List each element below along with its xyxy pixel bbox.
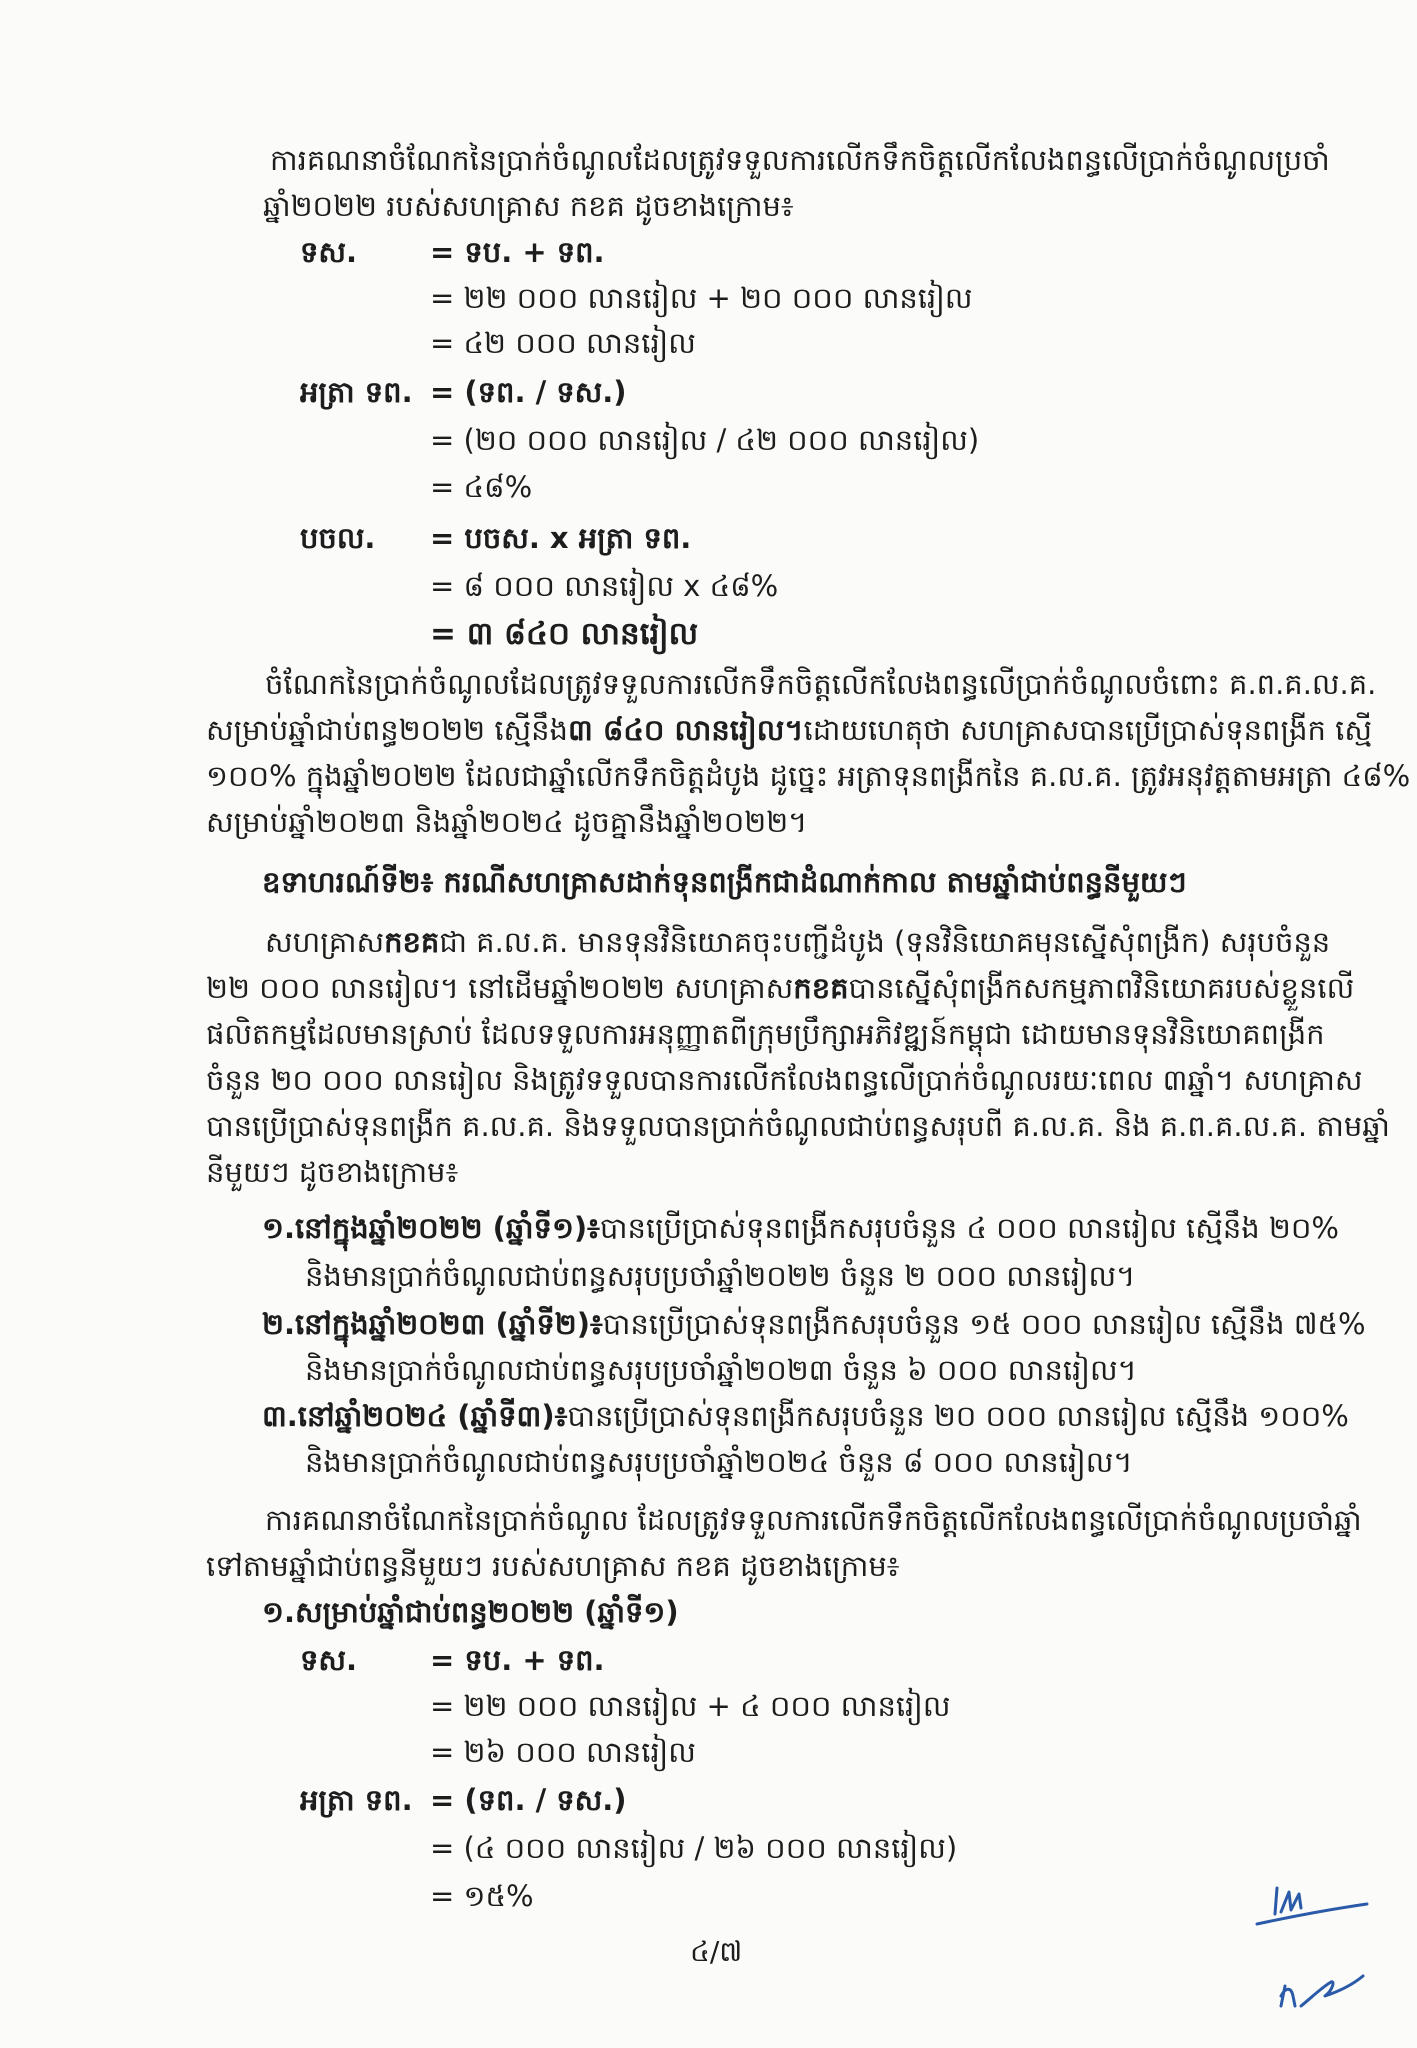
formula-value: = ២៦ ០០០ លានរៀល xyxy=(430,1735,696,1769)
paragraph-line: សម្រាប់ឆ្នាំជាប់ពន្ធ២០២២ ស្មើនឹង ៣ ៨៤០ លានរៀល។ ដោយហេតុថា សហគ្រាសបានប្រើប្រាស់ទុនពង្រីក ស្មើ xyxy=(206,710,1286,750)
formula-value: = (ទព. / ទស.) xyxy=(430,375,627,409)
signature-initials-icon xyxy=(1255,1878,1375,2018)
paragraph-line: ១០០% ក្នុងឆ្នាំ២០២២ ដែលជាឆ្នាំលើកទឹកចិត្តដំបូង ដូច្នេះ អត្រាទុនពង្រីកនៃ គ.ល.គ. ត្រូវអនុវត្តតាមអត្រា ៤៨% xyxy=(206,759,1411,793)
paragraph-line: ចំណែកនៃប្រាក់ចំណូលដែលត្រូវទទួលការលើកទឹកចិត្តលើកលែងពន្ធលើប្រាក់ចំណូលចំពោះ គ.ព.គ.ល.គ. xyxy=(265,667,1377,701)
formula-label: អត្រា ទព. xyxy=(300,1783,413,1817)
paragraph-line: ការគណនាចំណែកនៃប្រាក់ចំណូលដែលត្រូវទទួលការលើកទឹកចិត្តលើកលែងពន្ធលើប្រាក់ចំណូលប្រចាំ xyxy=(270,143,1330,177)
highlighted-amount: ៣ ៨៤០ លានរៀល។ xyxy=(567,713,804,747)
formula-value: = ៤២ ០០០ លានរៀល xyxy=(430,326,696,360)
formula-value: = ទប. + ទព. xyxy=(430,1643,605,1677)
paragraph-line: ការគណនាចំណែកនៃប្រាក់ចំណូល ដែលត្រូវទទួលការលើកទឹកចិត្តលើកលែងពន្ធលើប្រាក់ចំណូលប្រចាំឆ្នាំ xyxy=(265,1503,1362,1537)
page-number: ៤/៧ xyxy=(690,1935,743,1968)
list-item: ៣.នៅឆ្នាំ២០២៤ (ឆ្នាំទី៣)៖ បានប្រើប្រាស់ទុនពង្រីកសរុបចំនួន ២០ ០០០ លានរៀល ស្មើនឹង ១០០% xyxy=(262,1399,1349,1433)
formula-value: = (២០ ០០០ លានរៀល / ៤២ ០០០ លានរៀល) xyxy=(430,423,980,457)
formula-value: = ទប. + ទព. xyxy=(430,235,605,269)
paragraph-line: បានប្រើប្រាស់ទុនពង្រីក គ.ល.គ. និងទទួលបានប្រាក់ចំណូលជាប់ពន្ធសរុបពី គ.ល.គ. និង គ.ព.គ.ល.គ. តាមឆ្នាំ xyxy=(206,1109,1390,1143)
formula-value: = បចស. x អត្រា ទព. xyxy=(430,521,692,555)
formula-value: = (៤ ០០០ លានរៀល / ២៦ ០០០ លានរៀល) xyxy=(430,1831,958,1865)
paragraph-line: ២២ ០០០ លានរៀល។ នៅដើមឆ្នាំ២០២២ សហគ្រាស កខគ បានស្នើសុំពង្រីកសកម្មភាពវិនិយោគរបស់ខ្លួនលើ xyxy=(206,971,1355,1005)
formula-value: = ២២ ០០០ លានរៀល + ២០ ០០០ លានរៀល xyxy=(430,281,973,315)
formula-result: = ៣ ៨៤០ លានរៀល xyxy=(430,616,699,652)
paragraph-line: ឆ្នាំ២០២២ របស់សហគ្រាស កខគ ដូចខាងក្រោម៖ xyxy=(263,189,794,223)
list-item-continuation: និងមានប្រាក់ចំណូលជាប់ពន្ធសរុបប្រចាំឆ្នាំ២០២២ ចំនួន ២ ០០០ លានរៀល។ xyxy=(305,1259,1136,1293)
formula-label: អត្រា ទព. xyxy=(300,375,413,409)
paragraph-line: ចំនួន ២០ ០០០ លានរៀល និងត្រូវទទួលបានការលើកលែងពន្ធលើប្រាក់ចំណូលរយៈពេល ៣ឆ្នាំ។ សហគ្រាស xyxy=(206,1063,1363,1097)
formula-label: ទស. xyxy=(300,1643,358,1677)
list-item-continuation: និងមានប្រាក់ចំណូលជាប់ពន្ធសរុបប្រចាំឆ្នាំ២០២៤ ចំនួន ៨ ០០០ លានរៀល។ xyxy=(305,1445,1133,1479)
section-heading: ឧទាហរណ៍ទី២៖ ករណីសហគ្រាសដាក់ទុនពង្រីកជាដំណាក់កាល តាមឆ្នាំជាប់ពន្ធនីមួយៗ xyxy=(262,865,1187,899)
formula-label: បចល. xyxy=(300,521,376,555)
list-item: ២.នៅក្នុងឆ្នាំ២០២៣ (ឆ្នាំទី២)៖ បានប្រើប្រាស់ទុនពង្រីកសរុបចំនួន ១៥ ០០០ លានរៀល ស្មើនឹង ៧៥% xyxy=(262,1307,1366,1341)
paragraph-line: សម្រាប់ឆ្នាំ២០២៣ និងឆ្នាំ២០២៤ ដូចគ្នានឹងឆ្នាំ២០២២។ xyxy=(206,805,808,839)
formula-value: = ៨ ០០០ លានរៀល x ៤៨% xyxy=(430,569,779,603)
subsection-heading: ១.សម្រាប់ឆ្នាំជាប់ពន្ធ២០២២ (ឆ្នាំទី១) xyxy=(262,1595,679,1629)
paragraph-line: ផលិតកម្មដែលមានស្រាប់ ដែលទទួលការអនុញ្ញាតពីក្រុមប្រឹក្សាអភិវឌ្ឍន៍កម្ពុជា ដោយមានទុនវិនិយោគពង្រីក xyxy=(206,1017,1325,1051)
formula-value: = ៤៨% xyxy=(430,470,533,504)
formula-value: = ២២ ០០០ លានរៀល + ៤ ០០០ លានរៀល xyxy=(430,1689,951,1723)
formula-label: ទស. xyxy=(300,235,358,269)
list-item-continuation: និងមានប្រាក់ចំណូលជាប់ពន្ធសរុបប្រចាំឆ្នាំ២០២៣ ចំនួន ៦ ០០០ លានរៀល។ xyxy=(305,1353,1137,1387)
list-item: ១.នៅក្នុងឆ្នាំ២០២២ (ឆ្នាំទី១)៖ បានប្រើប្រាស់ទុនពង្រីកសរុបចំនួន ៤ ០០០ លានរៀល ស្មើនឹង ២០% xyxy=(262,1211,1339,1245)
formula-value: = (ទព. / ទស.) xyxy=(430,1783,627,1817)
formula-value: = ១៥% xyxy=(430,1879,534,1913)
paragraph-line: នីមួយៗ ដូចខាងក្រោម៖ xyxy=(206,1155,459,1189)
paragraph-line: ទៅតាមឆ្នាំជាប់ពន្ធនីមួយៗ របស់សហគ្រាស កខគ ដូចខាងក្រោម៖ xyxy=(206,1549,900,1583)
paragraph-line: សហគ្រាស កខគ ជា គ.ល.គ. មានទុនវិនិយោគចុះបញ្ជីដំបូង (ទុនវិនិយោគមុនស្នើសុំពង្រីក) សរុបចំនួន xyxy=(265,925,1331,959)
